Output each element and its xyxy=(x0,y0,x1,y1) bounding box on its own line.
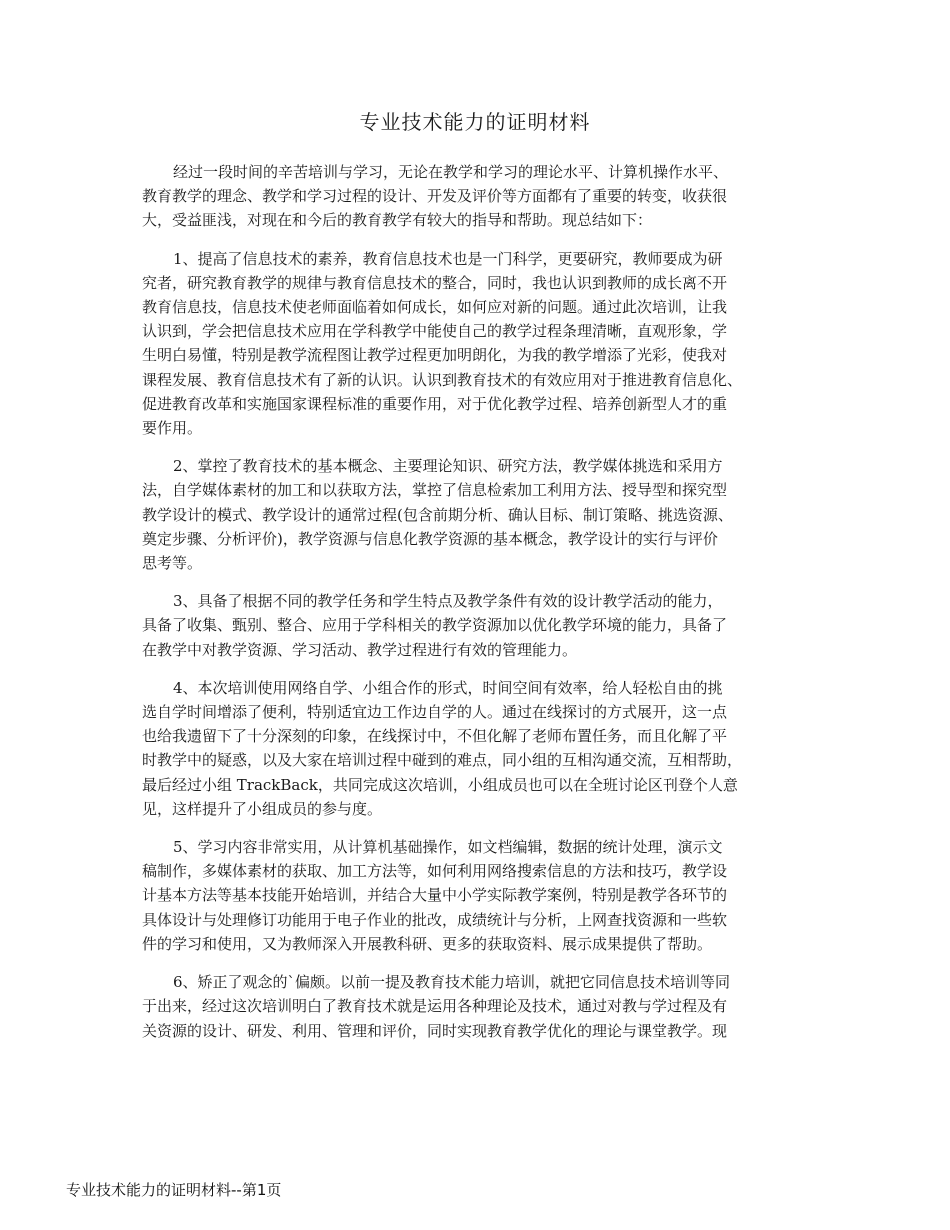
paragraph-line: 计基本方法等基本技能开始培训，并结合大量中小学实际教学案例，特别是教学各环节的 xyxy=(142,886,728,905)
paragraph-line: 最后经过小组 TrackBack，共同完成这次培训，小组成员也可以在全班讨论区刊登个人意 xyxy=(142,775,738,794)
paragraph-line: 5、学习内容非常实用，从计算机基础操作，如文档编辑，数据的统计处理，演示文 xyxy=(173,838,723,857)
paragraph-line: 时教学中的疑惑，以及大家在培训过程中碰到的难点，同小组的互相沟通交流，互相帮助， xyxy=(142,751,743,770)
paragraph-line: 要作用。 xyxy=(142,419,203,438)
paragraph-line: 究者，研究教育教学的规律与教育信息技术的整合，同时，我也认识到教师的成长离不开 xyxy=(142,273,728,292)
paragraph xyxy=(142,454,824,575)
page-footer: 专业技术能力的证明材料--第1页 xyxy=(66,1181,282,1199)
paragraph-line: 教育教学的理念、教学和学习过程的设计、开发及评价等方面都有了重要的转变，收获很 xyxy=(142,187,728,206)
paragraph-line: 1、提高了信息技术的素养，教育信息技术也是一门科学，更要研究，教师要成为研 xyxy=(173,249,723,268)
paragraph-line: 3、具备了根据不同的教学任务和学生特点及教学条件有效的设计教学活动的能力， xyxy=(173,592,723,611)
paragraph xyxy=(142,970,824,1043)
paragraph-line: 在教学中对教学资源、学习活动、教学过程进行有效的管理能力。 xyxy=(142,640,578,659)
paragraph-line: 思考等。 xyxy=(142,554,203,573)
paragraph-line: 奠定步骤、分析评价)，教学资源与信息化教学资源的基本概念，教学设计的实行与评价 xyxy=(142,529,718,548)
document-title: 专业技术能力的证明材料 xyxy=(359,110,591,134)
paragraph-line: 课程发展、教育信息技术有了新的认识。认识到教育技术的有效应用对于推进教育信息化、 xyxy=(142,370,743,389)
paragraph-line: 促进教育改革和实施国家课程标准的重要作用，对于优化教学过程、培养创新型人才的重 xyxy=(142,394,728,413)
paragraph xyxy=(142,247,824,441)
paragraph-line: 关资源的设计、研发、利用、管理和评价，同时实现教育教学优化的理论与课堂教学。现 xyxy=(142,1021,728,1040)
paragraph-line: 选自学时间增添了便利，特别适宜边工作边自学的人。通过在线探讨的方式展开，这一点 xyxy=(142,703,728,722)
paragraph xyxy=(142,835,824,956)
paragraph-line: 4、本次培训使用网络自学、小组合作的形式，时间空间有效率，给人轻松自由的挑 xyxy=(173,678,723,697)
paragraph-line: 生明白易懂，特别是教学流程图让教学过程更加明朗化，为我的教学增添了光彩，使我对 xyxy=(142,346,728,365)
paragraph-line: 具体设计与处理修订功能用于电子作业的批改，成绩统计与分析，上网查找资源和一些软 xyxy=(142,910,728,929)
paragraph-line: 教学设计的模式、教学设计的通常过程(包含前期分析、确认目标、制订策略、挑选资源、 xyxy=(142,505,733,524)
paragraph-line: 件的学习和使用，又为教师深入开展教科研、更多的获取资料、展示成果提供了帮助。 xyxy=(142,934,713,953)
paragraph xyxy=(142,160,824,233)
paragraph-line: 认识到，学会把信息技术应用在学科教学中能使自己的教学过程条理清晰，直观形象，学 xyxy=(142,322,728,341)
paragraph xyxy=(142,589,824,662)
paragraph-line: 大，受益匪浅，对现在和今后的教育教学有较大的指导和帮助。现总结如下： xyxy=(142,211,653,230)
paragraph-line: 6、矫正了观念的`偏颇。以前一提及教育技术能力培训，就把它同信息技术培训等同 xyxy=(173,973,731,992)
paragraph-line: 也给我遗留下了十分深刻的印象，在线探讨中，不但化解了老师布置任务，而且化解了平 xyxy=(142,727,728,746)
paragraph-line: 见，这样提升了小组成员的参与度。 xyxy=(142,799,383,818)
paragraph-line: 教育信息技，信息技术使老师面临着如何成长，如何应对新的问题。通过此次培训，让我 xyxy=(142,298,728,317)
paragraph-line: 于出来，经过这次培训明白了教育技术就是运用各种理论及技术，通过对教与学过程及有 xyxy=(142,997,728,1016)
paragraph-line: 稿制作，多媒体素材的获取、加工方法等，如何利用网络搜索信息的方法和技巧，教学设 xyxy=(142,862,728,881)
document-body xyxy=(142,160,824,1057)
paragraph-line: 具备了收集、甄别、整合、应用于学科相关的教学资源加以优化教学环境的能力，具备了 xyxy=(142,616,728,635)
paragraph xyxy=(142,676,824,821)
paragraph-line: 经过一段时间的辛苦培训与学习，无论在教学和学习的理论水平、计算机操作水平、 xyxy=(173,163,729,181)
paragraph-line: 2、掌控了教育技术的基本概念、主要理论知识、研究方法，教学媒体挑选和采用方 xyxy=(173,457,723,476)
paragraph-line: 法，自学媒体素材的加工和以获取方法，掌控了信息检索加工利用方法、授导型和探究型 xyxy=(142,481,728,500)
